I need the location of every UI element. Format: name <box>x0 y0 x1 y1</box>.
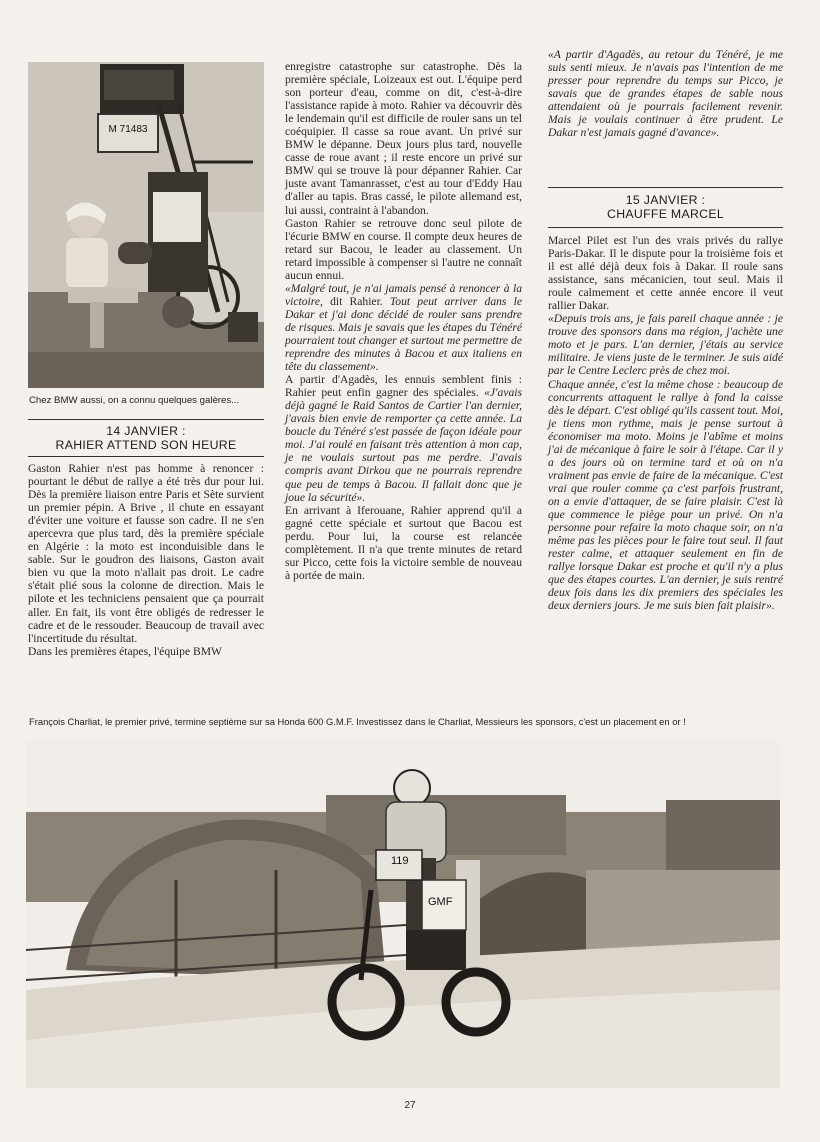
col2-body <box>285 60 522 582</box>
col3-heading <box>548 193 783 221</box>
photo-charliat-riding <box>26 740 780 1088</box>
quote-segment: Tout peut arriver dans le Dakar et j'ai donc décidé de rouler sans prendre de risques. Mais je savais que les étapes du Ténéré pourraient tout changer et surtout me permettre de reprendre des minutes à Bacou et aux italiens en tête du classement». <box>285 294 522 374</box>
photo-bottom-caption: François Charliat, le premier privé, termine septième sur sa Honda 600 G.M.F. Investissez dans le Charliat, Messieurs les sponsors, c'est un placement en or ! <box>29 716 686 727</box>
col1-heading-title: RAHIER ATTEND SON HEURE <box>55 438 237 452</box>
col2-paragraph: En arrivant à Iferouane, Rahier apprend qu'il a gagné cette spéciale et surtout que Bacou est perdu. Pour lui, la course est relancée complètement. Il n'a que trente minutes de retard sur Picco, cette fois la victoire semble de nouveau à portée de main. <box>285 503 522 582</box>
photo-bmw-repair <box>28 62 264 388</box>
quote-segment: «J'avais déjà gagné le Raid Santos de Cartier l'an dernier, j'avais bien envie de remporter ça cette année. La boucle du Ténéré s'est passée de façon idéale pour moi. J'ai roulé en faisant très attention à mon cap, je ne voulais surtout pas me perdre. J'avais compris avant Dirkou que ne pourrais reprendre que peu de temps à Bacou. Il fallait donc que je joue la sécurité». <box>285 386 522 504</box>
col1-rule-top <box>28 419 264 420</box>
col2-paragraph: enregistre catastrophe sur catastrophe. Dès la première spéciale, Loizeaux est out. L'équipe perd son porteur d'eau, comme on dit, c'est-à-dire l'assistance rapide à moto. Rahier va découvrir dès le lendemain qu'il est difficile de rouler sans un tel coéquipier. Il casse sa roue avant. Un privé sur BMW le dépanne. Deux jours plus tard, nouvelle casse de roue avant ; il reste encore un privé sur BMW qui se trouve là pour dépanner Rahier. Car juste avant Tamanrasset, c'est au tour d'Eddy Hau d'aller au tapis. Bras cassé, le pilote allemand est, lui aussi, contraint à l'abandon. <box>285 60 522 217</box>
col3-quote-paragraph: «A partir d'Agadès, au retour du Ténéré, je me suis senti mieux. Je n'avais pas l'intention de me presser pour reprendre du temps sur Picco, je savais que de grandes étapes de sable nous attendaient où je pourrais facilement revenir. Mais je voulais continuer à être prudent. Le Dakar n'est jamais gagné d'avance». <box>548 48 783 140</box>
col1-rule-bottom <box>28 456 264 457</box>
col1-paragraph: Dans les premières étapes, l'équipe BMW <box>28 644 222 658</box>
plain-segment: A partir d'Agadès, les ennuis semblent finis : Rahier peut enfin gagner des spéciales. <box>285 373 522 400</box>
col3-quote-top <box>548 48 783 139</box>
col3-rule-top <box>548 187 783 188</box>
bike-number-text: 119 <box>391 855 409 867</box>
col1-body <box>28 462 264 658</box>
quote-segment: «Malgré tout, je n'ai jamais pensé à renoncer à la victoire, <box>285 281 522 308</box>
page-number: 27 <box>404 1100 416 1111</box>
fairing-text: GMF <box>428 896 453 908</box>
col3-body <box>548 234 783 612</box>
col1-heading <box>28 424 264 452</box>
col3-quote-paragraph: «Depuis trois ans, je fais pareil chaque année : je trouve des sponsors dans ma région, j'achète une moto et je pars. L'an dernier, j'étais au service militaire. Je viens juste de le terminer. Je suis aidé par le Centre Leclerc près de chez moi. <box>548 312 783 378</box>
col3-rule-bottom <box>548 227 783 228</box>
charliat-riding-illustration <box>26 740 780 1088</box>
col1-paragraph: Gaston Rahier n'est pas homme à renoncer : pourtant le début de rallye a été très dur pour lui. Dès la première liaison entre Paris et Sète survient un premier pépin. A Brive , il chute en essayant d'éviter une voiture et fausse son cadre. Il ne s'en apercevra que plus tard, dès la première spéciale en Algérie : la moto est inconduisible dans le sable. Sur le goudron des liaisons, Gaston avait bien vu que la moto n'allait pas droit. Le cadre s'était plié sous la colonne de direction. Mais le pilote et les techniciens pensaient que ça pourrait aller. En fait, ils vont être obligés de redresser le cadre et de le ressouder. Beaucoup de travail avec l'incertitude du résultat. <box>28 462 264 645</box>
col3-intro: Marcel Pilet est l'un des vrais privés du rallye Paris-Dakar. Il le dispute pour la troisième fois et il est allé déjà deux fois à Dakar. Il roule sans assistance, sans mécanicien, tout seul. Mais il roule calmement et cette année encore il veut rallier Dakar. <box>548 234 783 313</box>
plate-text: M 71483 <box>108 124 148 135</box>
photo-top-caption: Chez BMW aussi, on a connu quelques galères... <box>29 395 240 406</box>
col2-paragraph: Gaston Rahier se retrouve donc seul pilote de l'écurie BMW en course. Il compte deux heures de retard sur Bacou, le leader au classement. Un retard impossible à compenser si l'autre ne connaît aucun ennui. <box>285 216 522 282</box>
plain-segment: dit Rahier. <box>322 294 390 308</box>
col1-heading-date: 14 JANVIER : <box>106 424 186 438</box>
col2-paragraph-quote <box>285 282 522 373</box>
col3-quote-paragraph: Chaque année, c'est la même chose : beaucoup de concurrents attaquent le rallye à fond la caisse dès le départ. C'est obligé qu'ils cassent tout. Moi, je tiens mon rythme, mais je pense surtout à économiser ma moto. Moins je l'abîme et moins j'ai de mécanique à faire le soir à l'étape. Car il y a des jours où on termine tard et où on n'a vraiment pas envie de faire de la mécanique. C'est vrai que rouler comme ça c'est parfois frustrant, on a envie d'attaquer, de se faire plaisir. C'est là que commence le piège pour un privé. On n'a personne pour refaire la moto chaque soir, on n'a même pas les pièces pour le faire tout seul. Il faut rester calme, et attaquer seulement en fin de rallye lorsque Dakar est proche et qu'il n'y a plus que des étapes courtes. L'an dernier, je suis rentré deux fois dans les dix premiers des spéciales les deux derniers jours. Je me suis bien fait plaisir». <box>548 377 783 613</box>
col3-heading-title: CHAUFFE MARCEL <box>607 207 724 221</box>
col3-heading-date: 15 JANVIER : <box>625 193 706 207</box>
bmw-repair-illustration <box>28 62 264 388</box>
col2-paragraph-quote <box>285 373 522 503</box>
